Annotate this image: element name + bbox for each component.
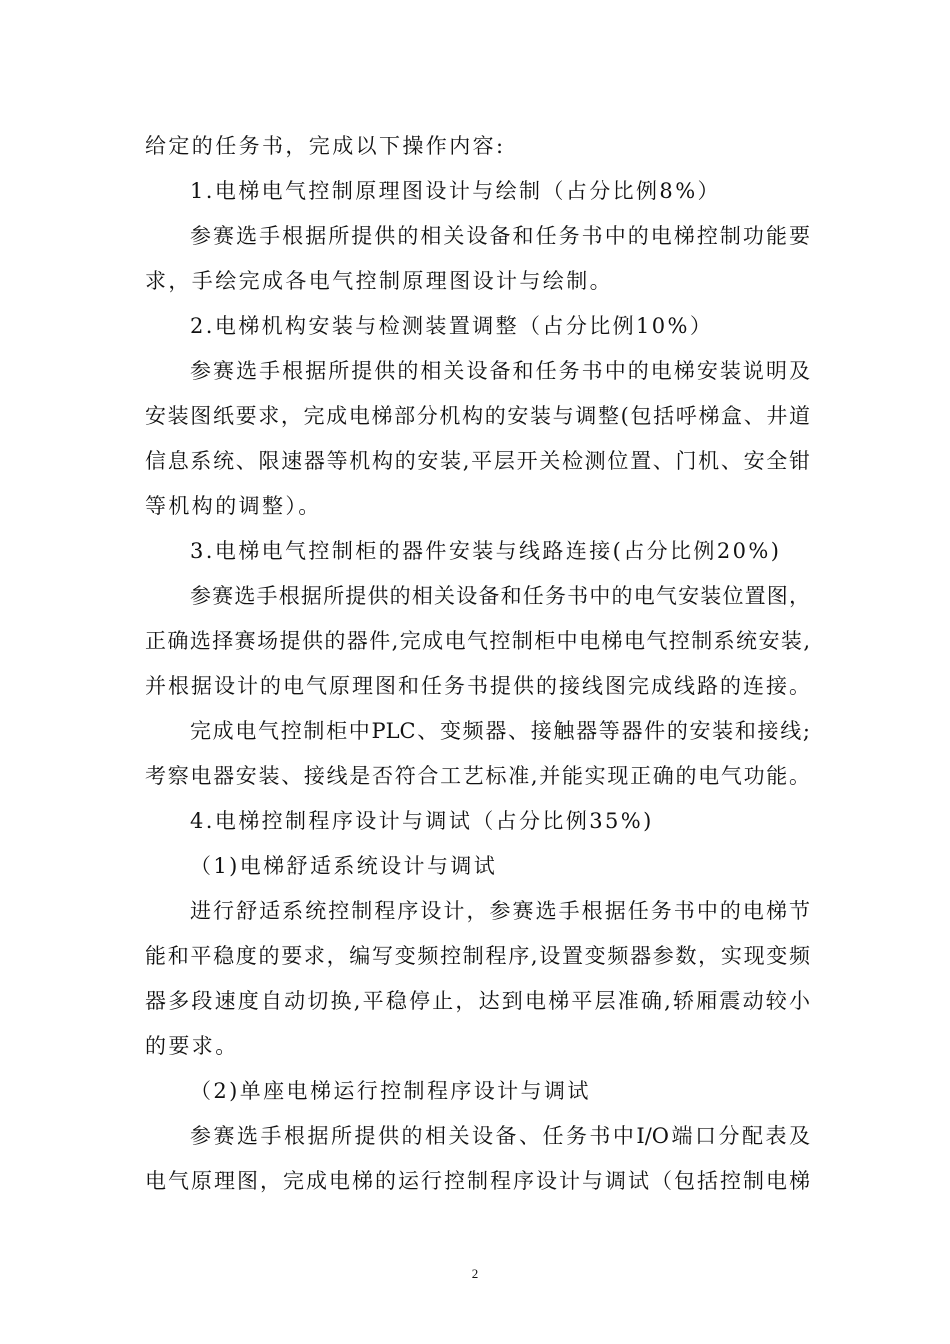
- text-line: 并根据设计的电气原理图和任务书提供的接线图完成线路的连接。: [145, 674, 810, 698]
- text-line: 电气原理图，完成电梯的运行控制程序设计与调试（包括控制电梯: [145, 1169, 810, 1193]
- section-heading-1: 1.电梯电气控制原理图设计与绘制（占分比例8%）: [190, 179, 721, 203]
- section-heading-3: 3.电梯电气控制柜的器件安装与线路连接(占分比例20%): [190, 539, 782, 563]
- text-line: 安装图纸要求，完成电梯部分机构的安装与调整(包括呼梯盒、井道: [145, 404, 810, 428]
- text-line: 等机构的调整）。: [145, 494, 322, 518]
- text-line: 的要求。: [145, 1034, 239, 1058]
- page-number: 2: [471, 1266, 479, 1281]
- subsection-heading-2: （2)单座电梯运行控制程序设计与调试: [190, 1079, 591, 1103]
- text-line: 正确选择赛场提供的器件,完成电气控制柜中电梯电气控制系统安装,: [145, 629, 810, 653]
- text-line: 参赛选手根据所提供的相关设备和任务书中的电气安装位置图，: [190, 584, 810, 608]
- text-line: 求，手绘完成各电气控制原理图设计与绘制。: [145, 269, 613, 293]
- text-line: 参赛选手根据所提供的相关设备和任务书中的电梯控制功能要: [190, 224, 810, 248]
- text-line: 器多段速度自动切换,平稳停止，达到电梯平层准确,轿厢震动较小: [145, 989, 810, 1013]
- text-line: 给定的任务书，完成以下操作内容:: [145, 134, 506, 158]
- text-line: 信息系统、限速器等机构的安装,平层开关检测位置、门机、安全钳: [145, 449, 810, 473]
- text-line: 进行舒适系统控制程序设计，参赛选手根据任务书中的电梯节: [190, 899, 810, 923]
- text-line: 考察电器安装、接线是否符合工艺标准,并能实现正确的电气功能。: [145, 764, 810, 788]
- text-line: 参赛选手根据所提供的相关设备、任务书中I/O端口分配表及: [190, 1124, 810, 1148]
- section-heading-4: 4.电梯控制程序设计与调试（占分比例35%): [190, 809, 654, 833]
- subsection-heading-1: （1)电梯舒适系统设计与调试: [190, 854, 498, 878]
- text-line: 完成电气控制柜中PLC、变频器、接触器等器件的安装和接线;: [190, 719, 810, 743]
- section-heading-2: 2.电梯机构安装与检测装置调整（占分比例10%）: [190, 314, 714, 338]
- text-line: 参赛选手根据所提供的相关设备和任务书中的电梯安装说明及: [190, 359, 810, 383]
- text-line: 能和平稳度的要求，编写变频控制程序,设置变频器参数，实现变频: [145, 944, 810, 968]
